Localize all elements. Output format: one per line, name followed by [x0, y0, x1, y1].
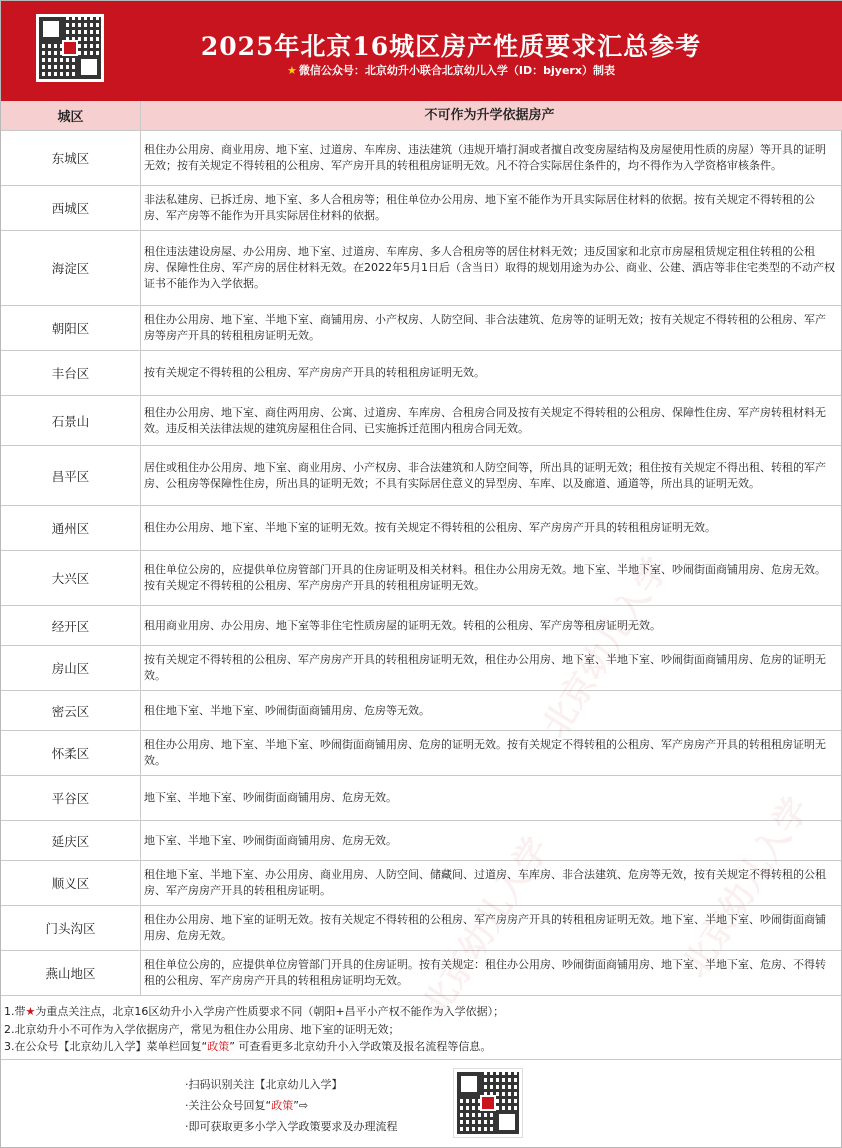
property-rule-cell: 租住单位公房的，应提供单位房管部门开具的住房证明及相关材料。租住办公用房无效。地下室、半地下室、吵闹街面商铺用房、危房无效。按有关规定不得转租的公租房、军产房房产开具的转租租房证明无效。	[144, 563, 826, 592]
property-rule-cell: 租住地下室、半地下室、办公用房、商业用房、人防空间、储藏间、过道房、车库房、非合法建筑、危房等无效，按有关规定不得转租的公租房、军产房房产开具的转租租房证明。	[144, 868, 826, 897]
district-cell: 房山区	[1, 646, 141, 690]
column-header-property: 不可作为升学依据房产	[424, 107, 555, 123]
property-rule-cell: 租住办公用房、地下室、半地下室、商铺用房、小产权房、人防空间、非合法建筑、危房等的证明无效；按有关规定不得转租的公租房、军产房等房产开具的转租租房证明无效。	[144, 313, 826, 342]
table-row	[1, 821, 842, 861]
district-cell: 丰台区	[1, 351, 141, 395]
district-cell: 怀柔区	[1, 731, 141, 775]
property-rule-cell: 非法私建房、已拆迁房、地下室、多人合租房等；租住单位办公用房、地下室不能作为开具实际居住材料的依据。按有关规定不得转租的公房、军产房等不能作为开具实际居住材料的依据。	[144, 193, 815, 222]
table-row	[1, 646, 842, 691]
table-row	[1, 776, 842, 821]
table-row	[1, 396, 842, 446]
table-row	[1, 731, 842, 776]
footer-line-1: ·扫码识别关注【北京幼儿入学】	[185, 1078, 343, 1091]
district-cell: 西城区	[1, 186, 141, 230]
star-icon: ★	[287, 64, 297, 77]
footer-line-3: ·即可获取更多小学入学政策要求及办理流程	[185, 1120, 398, 1133]
property-rule-cell: 租用商业用房、办公用房、地下室等非住宅性质房屋的证明无效。转租的公租房、军产房等租房证明无效。	[144, 618, 661, 632]
qr-code-icon	[453, 1068, 523, 1138]
district-cell: 石景山	[1, 396, 141, 445]
note-1: 1.带★为重点关注点，北京16区幼升小入学房产性质要求不同（朝阳+昌平小产权不能作为入学依据）；	[4, 1005, 505, 1018]
watermark: 北京幼儿入学	[534, 550, 677, 745]
district-cell: 延庆区	[1, 821, 141, 860]
district-cell: 门头沟区	[1, 906, 141, 950]
property-rule-cell: 按有关规定不得转租的公租房、军产房房产开具的转租租房证明无效。	[144, 366, 485, 379]
table-header-row	[1, 101, 842, 131]
column-header-district: 城区	[1, 101, 141, 130]
district-cell: 东城区	[1, 131, 141, 185]
property-rule-cell: 租住地下室、半地下室、吵闹街面商铺用房、危房等无效。	[144, 703, 430, 717]
page-subtitle	[121, 62, 781, 78]
table-row	[1, 351, 842, 396]
property-rule-cell: 租住办公用房、地下室、半地下室、吵闹街面商铺用房、危房的证明无效。按有关规定不得转租的公租房、军产房房产开具的转租租房证明无效。	[144, 738, 826, 767]
table-row	[1, 861, 842, 906]
table-row	[1, 691, 842, 731]
table-row	[1, 131, 842, 186]
page-title: 2025年北京16城区房产性质要求汇总参考	[200, 32, 702, 61]
qr-code-icon	[36, 14, 104, 82]
star-icon: ★	[25, 1005, 36, 1018]
district-cell: 顺义区	[1, 861, 141, 905]
district-cell: 经开区	[1, 606, 141, 645]
footer-line-2: ·关注公众号回复“政策”⇨	[185, 1099, 309, 1112]
table-row	[1, 506, 842, 551]
district-cell: 通州区	[1, 506, 141, 550]
property-rule-cell: 租住单位公房的，应提供单位房管部门开具的住房证明。按有关规定：租住办公用房、吵闹街面商铺用房、地下室、半地下室、危房、不得转租的公租房、军产房房产开具的转租租房证明均无效。	[144, 958, 826, 987]
property-rule-cell: 租住办公用房、地下室、商住两用房、公寓、过道房、车库房、合租房合同及按有关规定不得转租的公租房、保障性住房、军产房转租材料无效。违反相关法律法规的建筑房屋租住合同、已实施拆迁范围内租房合同无效。	[144, 405, 826, 435]
table-row	[1, 551, 842, 606]
table-row	[1, 446, 842, 506]
note-2: 2.北京幼升小不可作为入学依据房产，常见为租住办公用房、地下室的证明无效；	[4, 1022, 400, 1036]
note-3: 3.在公众号【北京幼儿入学】菜单栏回复“政策” 可查看更多北京幼升小入学政策及报名流程等信息。	[4, 1040, 492, 1053]
property-rule-cell: 租住办公用房、地下室的证明无效。按有关规定不得转租的公租房、军产房房产开具的转租租房证明无效。地下室、半地下室、吵闹街面商铺用房、危房无效。	[144, 913, 826, 942]
property-rule-cell: 按有关规定不得转租的公租房、军产房房产开具的转租租房证明无效，租住办公用房、地下室、半地下室、吵闹街面商铺用房、危房的证明无效。	[144, 653, 826, 682]
notes-section	[4, 1003, 834, 1056]
property-rule-cell: 地下室、半地下室、吵闹街面商铺用房、危房无效。	[144, 833, 397, 847]
table-row	[1, 951, 842, 996]
property-rule-cell: 地下室、半地下室、吵闹街面商铺用房、危房无效。	[144, 791, 397, 804]
district-cell: 大兴区	[1, 551, 141, 605]
subtitle-text: 微信公众号：北京幼升小联合北京幼儿入学（ID：bjyerx）制表	[298, 64, 615, 77]
table-row	[1, 306, 842, 351]
property-rule-cell: 租住办公用房、商业用房、地下室、过道房、车库房、违法建筑（违规开墙打洞或者擅自改变房屋结构及房屋使用性质的房屋）等开具的证明无效；按有关规定不得转租的公租房、军产房开具的转租租房证明无效。凡不符合实际居住条件的，均不得作为入学资格审核条件。	[144, 143, 826, 172]
table-row	[1, 906, 842, 951]
header-banner	[1, 1, 842, 101]
property-rule-cell: 居住或租住办公用房、地下室、商业用房、小产权房、非合法建筑和人防空间等，所出具的证明无效；租住按有关规定不得出租、转租的军产房、公租房等保障性住房，所出具的证明无效；不具有实际居住意义的异型房、车库、以及廊道、通道等，所出具的证明无效。	[144, 460, 826, 490]
district-cell: 海淀区	[1, 231, 141, 305]
district-cell: 朝阳区	[1, 306, 141, 350]
table-row	[1, 606, 842, 646]
property-rule-cell: 租住办公用房、地下室、半地下室的证明无效。按有关规定不得转租的公租房、军产房房产开具的转租租房证明无效。	[144, 521, 716, 534]
district-cell: 昌平区	[1, 446, 141, 505]
district-cell: 平谷区	[1, 776, 141, 820]
watermark: 北京幼儿入学	[674, 790, 817, 985]
footer	[1, 1060, 842, 1148]
table-row	[1, 186, 842, 231]
footer-instructions	[185, 1074, 398, 1137]
table-row	[1, 231, 842, 306]
district-cell: 密云区	[1, 691, 141, 730]
property-rule-cell: 租住违法建设房屋、办公用房、地下室、过道房、车库房、多人合租房等的居住材料无效；违反国家和北京市房屋租赁规定租住转租的公租房、保障性住房、军产房的居住材料无效。在2022年5月1日后（含当日）取得的规划用途为办公、商业、公建、酒店等非住宅类型的不动产权证书不能作为入学依据。	[144, 245, 835, 290]
watermark: 北京幼儿入学	[414, 830, 557, 1025]
district-cell: 燕山地区	[1, 951, 141, 995]
